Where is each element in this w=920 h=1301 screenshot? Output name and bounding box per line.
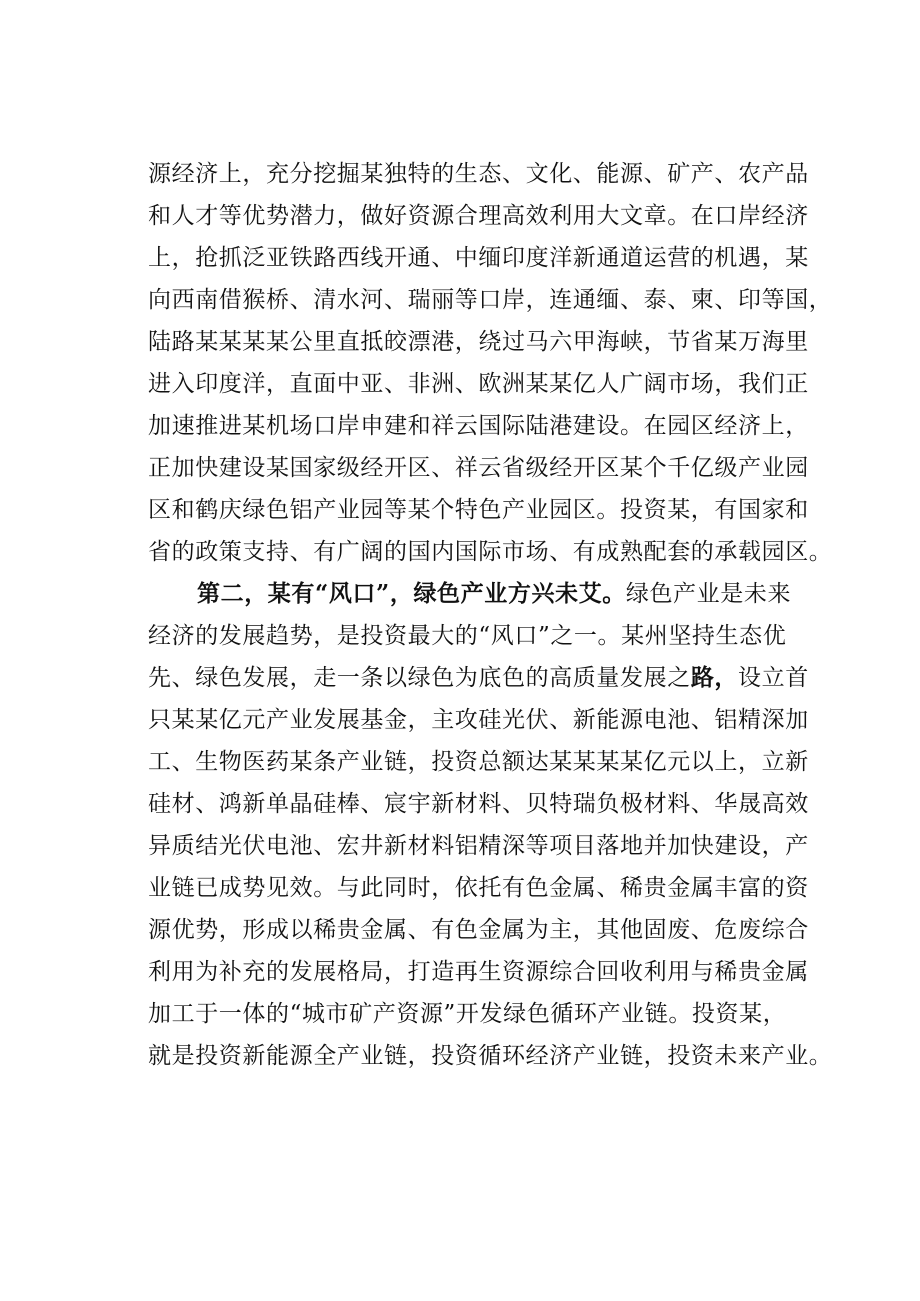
paragraph-1-line-8: 正加快建设某国家级经开区、祥云省级经开区某个千亿级产业园 [148, 455, 809, 481]
paragraph-2-line-3 [148, 663, 809, 693]
paragraph-1-line-7: 加速推进某机场口岸申建和祥云国际陆港建设。在园区经济上， [148, 413, 809, 439]
paragraph-1-line-5: 陆路某某某某公里直抵皎漂港，绕过马六甲海峡，节省某万海里 [148, 329, 809, 355]
line-3-post: 设立首 [738, 665, 809, 691]
paragraph-2-line-2: 经济的发展趋势，是投资最大的“风口”之一。某州坚持生态优 [148, 623, 787, 649]
paragraph-1-line-2: 和人才等优势潜力，做好资源合理高效利用大文章。在口岸经济 [148, 203, 809, 229]
paragraph-2-line-10: 利用为补充的发展格局，打造再生资源综合回收利用与稀贵金属 [148, 959, 809, 985]
paragraph-1-line-10: 省的政策支持、有广阔的国内国际市场、有成熟配套的承载园区。 [148, 539, 833, 565]
paragraph-2-line-12: 就是投资新能源全产业链，投资循环经济产业链，投资未来产业。 [148, 1043, 833, 1069]
paragraph-2-line-7: 异质结光伏电池、宏井新材料铝精深等项目落地并加快建设，产 [148, 833, 809, 859]
paragraph-1-line-4: 向西南借猴桥、清水河、瑞丽等口岸，连通缅、泰、柬、印等国， [148, 287, 833, 313]
section-heading: 第二，某有“风口”，绿色产业方兴未艾。 [197, 580, 626, 607]
paragraph-2-line-1 [197, 579, 791, 609]
line-3-pre: 先、绿色发展，走一条以绿色为底色的高质量发展之 [148, 665, 691, 691]
paragraph-2-line-4: 只某某亿元产业发展基金，主攻硅光伏、新能源电池、铝精深加 [148, 707, 809, 733]
line-3-bold: 路， [690, 664, 739, 691]
paragraph-2-line-5: 工、生物医药某条产业链，投资总额达某某某某亿元以上，立新 [148, 749, 809, 775]
paragraph-2-line-6: 硅材、鸿新单晶硅棒、宸宇新材料、贝特瑞负极材料、华晟高效 [148, 791, 809, 817]
paragraph-1-line-6: 进入印度洋，直面中亚、非洲、欧洲某某亿人广阔市场，我们正 [148, 371, 809, 397]
paragraph-1-line-9: 区和鹤庆绿色铝产业园等某个特色产业园区。投资某，有国家和 [148, 497, 809, 523]
heading-line-rest: 绿色产业是未来 [625, 581, 792, 607]
paragraph-2-line-8: 业链已成势见效。与此同时，依托有色金属、稀贵金属丰富的资 [148, 875, 809, 901]
paragraph-1-line-3: 上，抢抓泛亚铁路西线开通、中缅印度洋新通道运营的机遇，某 [148, 245, 809, 271]
paragraph-1-line-1: 源经济上，充分挖掘某独特的生态、文化、能源、矿产、农产品 [148, 161, 809, 187]
paragraph-2-line-9: 源优势，形成以稀贵金属、有色金属为主，其他固废、危废综合 [148, 917, 809, 943]
paragraph-2-line-11: 加工于一体的“城市矿产资源”开发绿色循环产业链。投资某， [148, 1001, 787, 1027]
